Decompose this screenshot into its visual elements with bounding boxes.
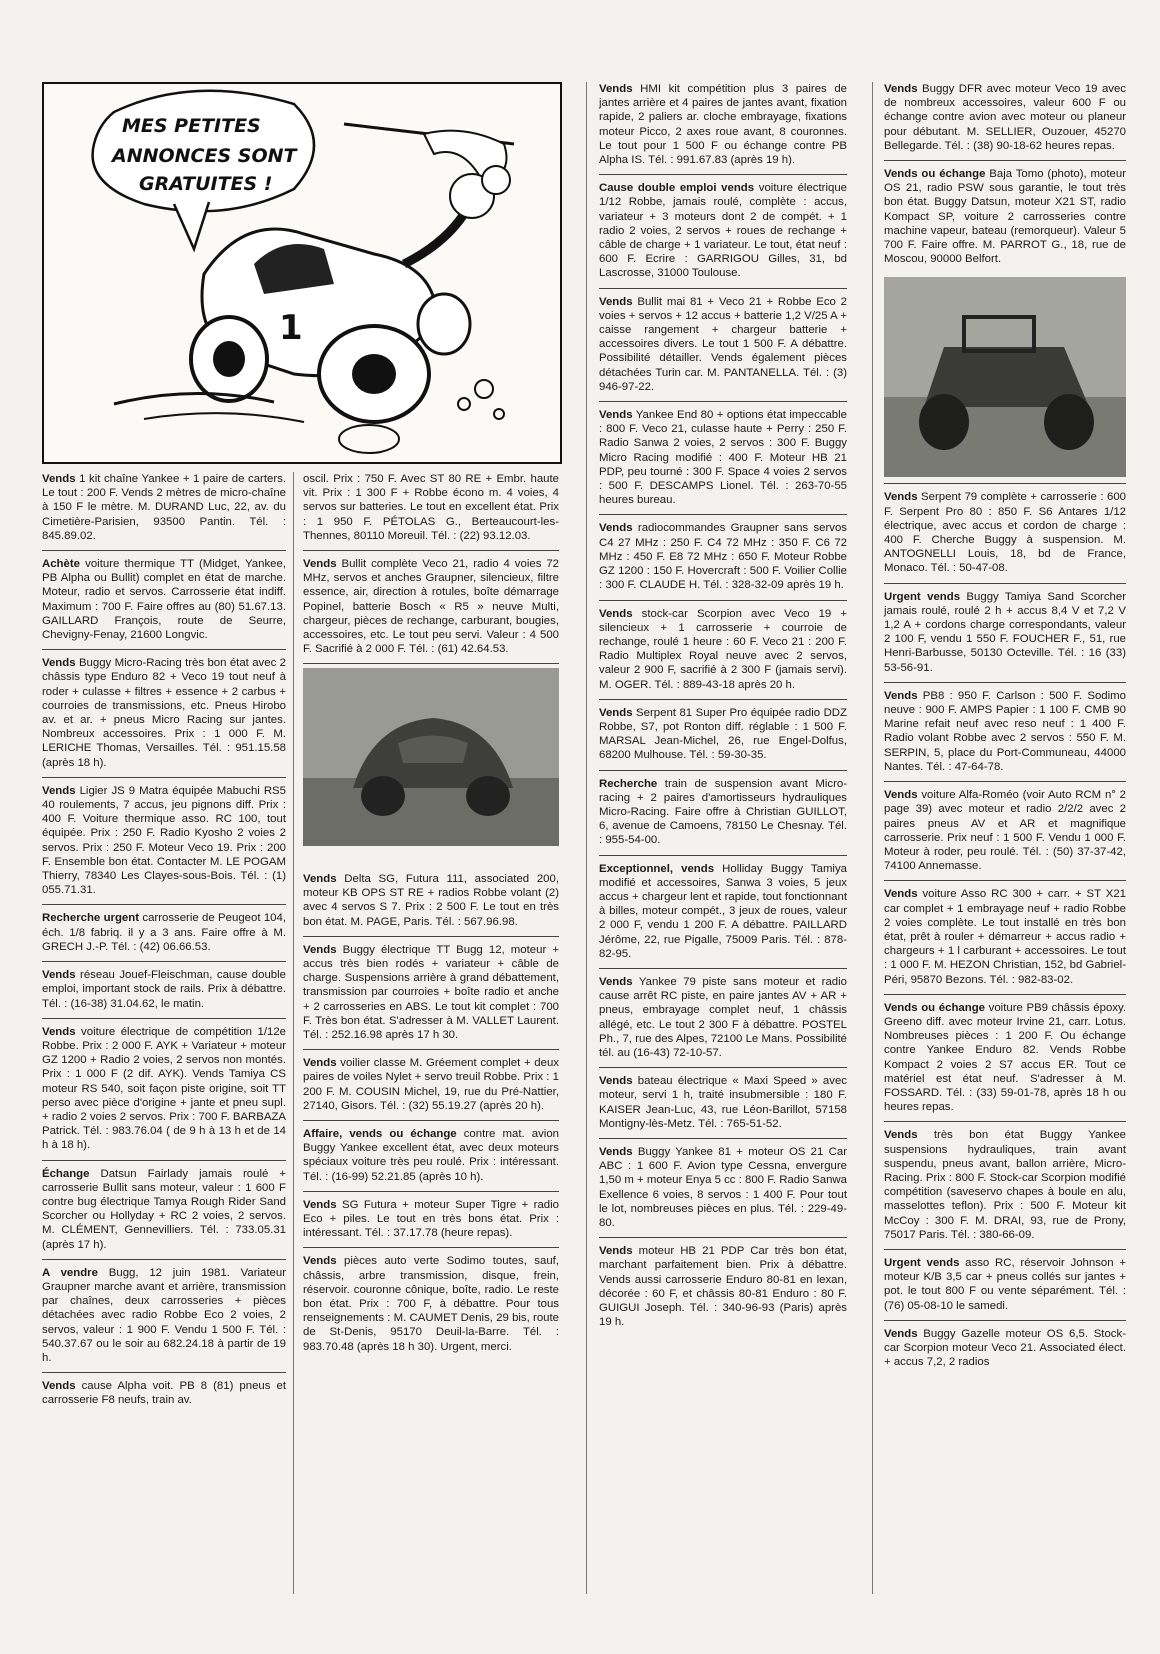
- classified-ad: Vends réseau Jouef-Fleischman, cause double emploi, important stock de rails. Prix à débattre. Tél. : (16-38) 31.04.62, le matin.: [42, 962, 286, 1019]
- classified-ad: Vends voiture Asso RC 300 + carr. + ST X21 car complet + 1 embrayage neuf + radio Robbe 2 voies complète. Le tout installé en très bon état, prêt à rouler + démarreur + accus radio + chargeurs + 1 l carburant + accessoires. Le tout : 1 000 F. M. HEZON Christian, 152, bd Gabriel-Péri, 95870 Bezons. Tél. : 982-83-02.: [884, 881, 1126, 994]
- vw-beetle-photo: [303, 668, 559, 846]
- classified-ad: Vends voilier classe M. Gréement complet + deux paires de voiles Nylet + servo treuil Robbe. Prix : 1 200 F. M. COUSIN Michel, 19, rue du Pré-Nattier, 27140, Gisors. Tél. : (32) 55.19.27 (après 20 h).: [303, 1050, 559, 1121]
- classified-ad: Vends Serpent 81 Super Pro équipée radio DDZ Robbe, S7, pot Ronton diff. réglable : 1 500 F. MARSAL Jean-Michel, 26, rue Engel-Dolfus, 68200 Mulhouse. Tél. : 59-30-35.: [599, 700, 847, 771]
- classified-ad: Urgent vends Buggy Tamiya Sand Scorcher jamais roulé, roulé 2 h + accus 8,4 V et 7,2 V 1,2 A + cordons charge correspondants, valeur 2 100 F, vendu 1 550 F. FOUCHER F., 51, rue Henri-Barbusse, 50130 Octeville. Tél. : 16 (33) 53-56-91.: [884, 584, 1126, 683]
- classified-ad: Vends 1 kit chaîne Yankee + 1 paire de carters. Le tout : 200 F. Vends 2 mètres de micro-chaîne à 150 F le mètre. M. DURAND Luc, 22, av. du Cimetière-Parisien, 93500 Pantin. Tél. : 845.89.02.: [42, 472, 286, 551]
- speech-line-2: ANNONCES SONT: [112, 145, 297, 167]
- classified-ad: oscil. Prix : 750 F. Avec ST 80 RE + Embr. haute vit. Prix : 1 300 F + Robbe écono m. 4 voies, 4 servos sur batteries. Le tout en excellent état. Prix : 1 950 F. PÉTOLAS G., Berteaucourt-les-Thennes, 80110 Moreuil. Tél. : (22) 93.12.03.: [303, 472, 559, 551]
- column-2-top: [303, 472, 559, 852]
- classified-ad: Affaire, vends ou échange contre mat. avion Buggy Yankee excellent état, avec deux moteurs spéciaux voiture très peu roulé. Prix : intéressant. Tél. : (16-99) 52.21.85 (après 10 h).: [303, 1121, 559, 1192]
- classified-ad: Vends cause Alpha voit. PB 8 (81) pneus et carrosserie F8 neufs, train av.: [42, 1380, 286, 1407]
- buggy-cartoon-drawing: [44, 84, 560, 462]
- speech-line-1: MES PETITES: [122, 115, 261, 137]
- classified-ad: Vends moteur HB 21 PDP Car très bon état, marchant parfaitement bien. Prix à débattre. Vends aussi carrosserie Enduro 80-81 en lexan, décorée : 60 F, et châssis 80-81 Enduro : 80 F. GUIGUI Joseph. Tél. : 340-96-93 (Paris) après 19 h.: [599, 1245, 847, 1329]
- classified-ad: Vends HMI kit compétition plus 3 paires de jantes arrière et 4 paires de jantes avant, fixation rapide, 2 paliers ar. cloche embrayage, fixations moteur Picco, 2 axes roue avant, 8 couronnes. Le tout pour 1 500 F ou échange contre PB Alpha IS. Tél. : 991.67.83 (après 19 h).: [599, 82, 847, 175]
- classified-ad: Vends PB8 : 950 F. Carlson : 500 F. Sodimo neuve : 900 F. AMPS Papier : 1 100 F. CMB 90 Marine refait neuf avec reso neuf : 1 400 F. Radio volant Robbe avec 2 servos : 550 F. M. SERPIN, 5, place du Port-Communeau, 44000 Nantes. Tél. : 47-64-78.: [884, 683, 1126, 782]
- classified-ad: Recherche urgent carrosserie de Peugeot 104, éch. 1/8 fabriq. il y a 3 ans. Faire offre à M. GRECH J.-P. Tél. : (42) 06.66.53.: [42, 905, 286, 962]
- classified-ad: Vends Delta SG, Futura 111, associated 200, moteur KB OPS ST RE + radios Robbe volant (2) avec 4 servos S 7. Prix : 2 500 F. Le tout en très bon état. M. PAGE, Paris. Tél. : 567.96.98.: [303, 872, 559, 937]
- classified-ad: Vends Buggy Micro-Racing très bon état avec 2 châssis type Enduro 82 + Veco 19 tout neuf à roder + culasse + filtres + essence + 2 carbus + courroies de transmissions, etc. Pneus Hirobo av. et ar. + pneus Micro Racing sur jantes. Nombreux accessoires. Prix : 1 000 F. M. LERICHE Thomas, Versailles. Tél. : 951.15.58 (après 18 h).: [42, 650, 286, 778]
- classified-ad: Vends voiture électrique de compétition 1/12e Robbe. Prix : 2 000 F. AYK + Variateur + moteur GZ 1200 + Radio 2 voies, 2 servos non montés. Prix : 1 000 F (2 dif. AYK). Vends Tamiya CS moteur RS 540, soit façon piste origine, soit TT perso avec pièce d'origine + jante et pneu supl. + radio 2 voies 2 servos. Prix : 700 F. BARBAZA Patrick. Tél. : 983.76.04 ( de 9 h à 13 h et de 14 h à 18 h).: [42, 1019, 286, 1161]
- classified-ad: Vends bateau électrique « Maxi Speed » avec moteur, servi 1 h, traité insubmersible : 180 F. KAISER Jean-Luc, 43, rue Léon-Barillot, 57158 Montigny-lès-Metz. Tél. : 765-51-52.: [599, 1068, 847, 1139]
- classified-ad: Urgent vends asso RC, réservoir Johnson + moteur K/B 3,5 car + pneus collés sur jantes + pot. le tout 800 F ou vente séparément. Tél. : (76) 05-08-10 le samedi.: [884, 1250, 1126, 1321]
- classified-ad: A vendre Bugg, 12 juin 1981. Variateur Graupner marche avant et arrière, transmission par chaînes, deux carrosseries + pièces détachées avec radio Robbe Eco 2 voies, 2 servos, valeur : 1 900 F. Vendu 1 500 F. Tél. : 540.37.67 ou le soir au 682.24.18 à partir de 19 h.: [42, 1260, 286, 1373]
- classified-ad: Vends ou échange Baja Tomo (photo), moteur OS 21, radio PSW sous garantie, le tout très bon état. Buggy Datsun, moteur X21 ST, radio Kompact SP, voiture 2 carrosseries contre machine vapeur, bateau (remorqueur). Valeur 5 700 F. Faire offre. M. PARROT G., 18, rue de Moscou, 90000 Belfort.: [884, 168, 1126, 266]
- speech-line-3: GRATUITES !: [139, 173, 273, 195]
- classified-ad: Achète voiture thermique TT (Midget, Yankee, PB Alpha ou Bullit) complet en état de marche. Moteur, radio et servos. Carrosserie état indiff. Maximum : 700 F. Faire offres au (80) 51.67.13. GAILLARD François, route de Seurre, Chevigny-Fenay, 21600 Longvic.: [42, 551, 286, 650]
- column-4: [884, 82, 1126, 1376]
- classified-ad: Vends pièces auto verte Sodimo toutes, sauf, châssis, arbre transmission, disque, frein, réservoir. couronne cônique, boîte, radio. Le reste bon état. Prix : 700 F, à débattre. Pour tous renseignements : M. CAUMET Denis, 29 bis, route de St-Denis, 95170 Deuil-la-Barre. Tél. : 983.70.48 (après 18 h 30). Urgent, merci.: [303, 1255, 559, 1353]
- column-1: [42, 472, 286, 1415]
- car-number: 1: [279, 308, 303, 348]
- classified-ad: Vends stock-car Scorpion avec Veco 19 + silencieux + 1 carrosserie + courroie de rechange, roulé 1 heure : 60 F. Veco 21 : 200 F. Radio Multiplex Royal neuve avec 2 servos, valeur 2 900 F, sacrifié à 2 300 F (jamais servi). M. OGER. Tél. : 889-43-18 après 20 h.: [599, 601, 847, 700]
- classified-ad: Vends Bullit mai 81 + Veco 21 + Robbe Eco 2 voies + servos + 12 accus + batterie 1,2 V/25 A + caisse rangement + chargeur batterie + accessoires divers. Le tout 1 500 F. A débattre. Possibilité détailler. Vends également pièces détachées Turin car. M. PANTANELLA. Tél. : (3) 946-97-22.: [599, 289, 847, 402]
- classified-ad: Vends Bullit complète Veco 21, radio 4 voies 72 MHz, servos et anches Graupner, silencieux, filtre essence, air, direction à rotules, boîte démarrage Popinel, batterie Bosch « R5 » neuve Multi, chargeur, pièces de rechange, carburant, bougies, accessoires, etc. Le tout peu servi. Valeur : 4 500 F. Sacrifié à 2 000 F. Tél. : (61) 42.64.53.: [303, 551, 559, 664]
- classified-ad: Vends Ligier JS 9 Matra équipée Mabuchi RS5 40 roulements, 7 accus, jeu pignons diff. Prix : 400 F. Voiture thermique asso. RC 100, tout équipée. Prix : 250 F. Radio Kyosho 2 voies 2 servos. Prix : 250 F. Moteur Veco 19. Prix : 200 F. Ensemble bon état. Contacter M. LE POGAM Thierry, 78340 Les Clayes-sous-Bois. Tél. : (1) 055.71.31.: [42, 778, 286, 906]
- classified-ad: Vends Buggy Yankee 81 + moteur OS 21 Car ABC : 1 600 F. Avion type Cessna, envergure 1,50 m + moteur Enya 5 cc : 800 F. Radio Sanwa Exellence 6 voies, 8 servos : 1 400 F. Pour tout le lot, nombreuses pièces en plus. Tél. : 229-49-80.: [599, 1139, 847, 1238]
- classified-ad: Vends très bon état Buggy Yankee suspensions hydrauliques, train avant suspendu, pneus avant, ballon arrière, Micro-Racing. Prix : 800 F. Stock-car Scorpion modifié compétition (saveservo chapes à boule en alu, masselottes teflon). Prix : 500 F. Moteur kit McCoy : 300 F. M. DRAI, 93, rue de Prony, 75017 Paris. Tél. : 380-66-09.: [884, 1122, 1126, 1250]
- column-2: [303, 872, 559, 1361]
- baja-buggy-photo: [884, 277, 1126, 477]
- classified-ad: Vends Serpent 79 complète + carrosserie : 600 F. Serpent Pro 80 : 850 F. S6 Antares 1/12 électrique, avec accus et cordon de charge : 400 F. Cherche Buggy à suspension. M. ANTOGNELLI Louis, 18, bd de France, Monaco. Tél. : 50-47-08.: [884, 483, 1126, 583]
- classified-ad: Vends Buggy DFR avec moteur Veco 19 avec de nombreux accessoires, valeur 600 F ou échange contre avion avec moteur ou planeur pour débutant. M. SELLIER, Ouzouer, 45270 Bellegarde. Tél. : (38) 90-18-62 heures repas.: [884, 82, 1126, 161]
- classified-ad: Vends Yankee End 80 + options état impeccable : 800 F. Veco 21, culasse haute + Perry : 250 F. Radio Sanwa 2 voies, 2 servos : 300 F. Buggy Micro Racing modifié : 400 F. Moteur HB 21 PDP, peu tourné : 300 F. Space 4 voies 2 servos : 500 F. DESCAMPS Lionel. Tél. : 263-70-55 heures bureau.: [599, 402, 847, 515]
- classified-ad: Recherche train de suspension avant Micro-racing + 2 paires d'amortisseurs hydrauliques Micro-Racing. Faire offre à Christian GUILLOT, 6, avenue de Camoens, 78150 Le Chesnay. Tél. : 955-54-00.: [599, 771, 847, 856]
- classified-ad: Vends radiocommandes Graupner sans servos C4 27 MHz : 250 F. C4 72 MHz : 350 F. C6 72 MHz : 450 F. E8 72 MHz : 650 F. Moteur Robbe GZ 1200 : 150 F. Hovercraft : 500 F. Voilier Collie : 300 F. CLAUDE H. Tél. : 328-32-09 après 19 h.: [599, 515, 847, 600]
- classified-ad: Cause double emploi vends voiture électrique 1/12 Robbe, jamais roulé, complète : accus, variateur + 3 moteurs dont 2 de compét. + 1 radio 2 voies, 2 servos + roues de rechange + câble de charge + 1 variateur. Le tout, état neuf : 600 F. Ecrire : GARRIGOU Gilles, 31, bd Lascrosse, 31000 Toulouse.: [599, 175, 847, 288]
- classified-ad: Échange Datsun Fairlady jamais roulé + carrosserie Bullit sans moteur, valeur : 1 600 F contre bug électrique Tamya Rough Rider Sand Scorcher ou Hollyday + RC 2 voies, 2 servos. M. CLÉMENT, Gennevilliers. Tél. : 733.05.31 (après 17 h).: [42, 1161, 286, 1260]
- column-3: [599, 82, 847, 1336]
- cartoon-illustration: [42, 82, 562, 464]
- classified-ad: Vends Buggy Gazelle moteur OS 6,5. Stock-car Scorpion moteur Veco 21. Associated élect. + accus 7,2, 2 radios: [884, 1327, 1126, 1369]
- classified-ad: Vends SG Futura + moteur Super Tigre + radio Eco + piles. Le tout en très bons état. Prix : intéressant. Tél. : 37.17.78 (heure repas).: [303, 1192, 559, 1249]
- classified-ad: Vends voiture Alfa-Roméo (voir Auto RCM n° 2 page 39) avec moteur et radio 2/2/2 avec 2 paires pneus AV et AR et magnifique carrosserie. Prix neuf : 1 500 F. Vendu 1 000 F. Moteur à roder, peu roulé. Tél. : (50) 37-37-42, 74100 Annemasse.: [884, 782, 1126, 881]
- classified-ad: Vends Buggy électrique TT Bugg 12, moteur + accus très bien rodés + variateur + câble de charge. Suspensions arrière à grand débattement, transmission par courroies + boîte radio et anche + 2 carrosseries en ABS. Le tout kit complet : 700 F. Très bon état. S'adresser à M. VALLET Laurent. Tél. : 252.16.98 après 17 h 30.: [303, 937, 559, 1050]
- classified-ad: Vends ou échange voiture PB9 châssis époxy. Greeno diff. avec moteur Irvine 21, carr. Lotus. Nombreuses pièces : 1 200 F. Ou échange contre Yankee Enduro 82. Vends Robbe Kompact 2 voies 2 S7 accus ER. Tout ce matériel est état neuf. S'adresser à M. FOSSARD. Tél. : (33) 59-01-78, après 18 h ou heures repas.: [884, 995, 1126, 1123]
- classified-ad: Vends Yankee 79 piste sans moteur et radio cause arrêt RC piste, en paire jantes AV + AR + pneus, embrayage complet neuf, 1 châssis allégé, etc. Le tout 2 300 F à débattre. POSTEL Ph., 7, rue des Alpes, 72100 Le Mans. Possibilité tél. au (16-43) 72-10-57.: [599, 969, 847, 1068]
- classified-ad: Exceptionnel, vends Holliday Buggy Tamiya modifié et accessoires, Sanwa 3 voies, 5 jeux accus + chargeur lent et rapide, tout fonctionnant à billes, moteur compét., 3 jeux de roues, valeur 2 000 F, vendu 1 200 F. A débattre. PAILLARD Jérôme, 22, rue Pigalle, 75009 Paris. Tél. : 878-82-95.: [599, 856, 847, 969]
